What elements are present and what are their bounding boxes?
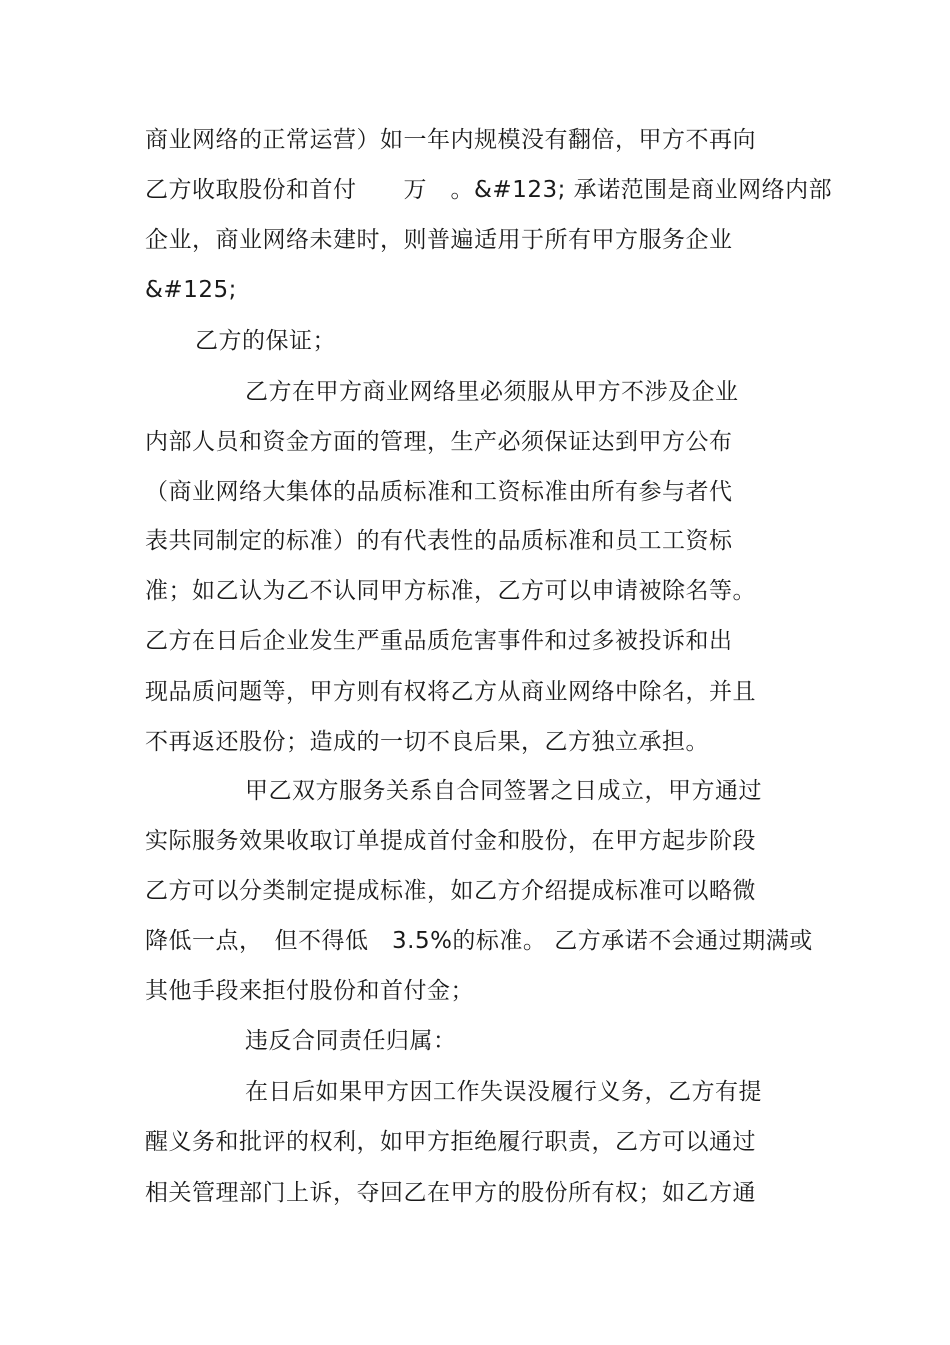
paragraph-4-line-5: 其他手段来拒付股份和首付金； [145, 978, 474, 1004]
paragraph-6-line-2: 醒义务和批评的权利，如甲方拒绝履行职责，乙方可以通过 [145, 1129, 756, 1155]
paragraph-6-line-3: 相关管理部门上诉，夺回乙在甲方的股份所有权；如乙方通 [145, 1180, 756, 1206]
paragraph-4-line-4: 降低一点， 但不得低 3.5%的标准。 乙方承诺不会通过期满或 [145, 928, 813, 954]
paragraph-3-line-2: 内部人员和资金方面的管理，生产必须保证达到甲方公布 [145, 429, 733, 455]
paragraph-3-line-3: （商业网络大集体的品质标准和工资标准由所有参与者代 [145, 479, 733, 505]
paragraph-3-line-6: 乙方在日后企业发生严重品质危害事件和过多被投诉和出 [145, 628, 733, 654]
paragraph-3-line-5: 准；如乙认为乙不认同甲方标准，乙方可以申请被除名等。 [145, 578, 756, 604]
paragraph-3-line-7: 现品质问题等，甲方则有权将乙方从商业网络中除名，并且 [145, 679, 756, 705]
paragraph-3-line-4: 表共同制定的标准）的有代表性的品质标准和员工工资标 [145, 528, 733, 554]
paragraph-4-line-1: 甲乙双方服务关系自合同签署之日成立，甲方通过 [245, 778, 762, 804]
paragraph-1-line-3: 企业，商业网络未建时，则普遍适用于所有甲方服务企业 [145, 227, 733, 253]
paragraph-1-line-2: 乙方收取股份和首付 万 。&#123; 承诺范围是商业网络内部 [145, 177, 833, 203]
paragraph-5-line-1: 违反合同责任归属： [245, 1028, 457, 1054]
paragraph-1-line-1: 商业网络的正常运营）如一年内规模没有翻倍，甲方不再向 [145, 127, 756, 153]
paragraph-4-line-3: 乙方可以分类制定提成标准，如乙方介绍提成标准可以略微 [145, 878, 756, 904]
paragraph-6-line-1: 在日后如果甲方因工作失误没履行义务，乙方有提 [245, 1079, 762, 1105]
paragraph-3-line-8: 不再返还股份；造成的一切不良后果，乙方独立承担。 [145, 729, 709, 755]
paragraph-3-line-1: 乙方在甲方商业网络里必须服从甲方不涉及企业 [245, 379, 739, 405]
paragraph-1-line-4: &#125; [145, 277, 237, 303]
paragraph-4-line-2: 实际服务效果收取订单提成首付金和股份，在甲方起步阶段 [145, 828, 756, 854]
paragraph-2-line-1: 乙方的保证； [195, 328, 336, 354]
